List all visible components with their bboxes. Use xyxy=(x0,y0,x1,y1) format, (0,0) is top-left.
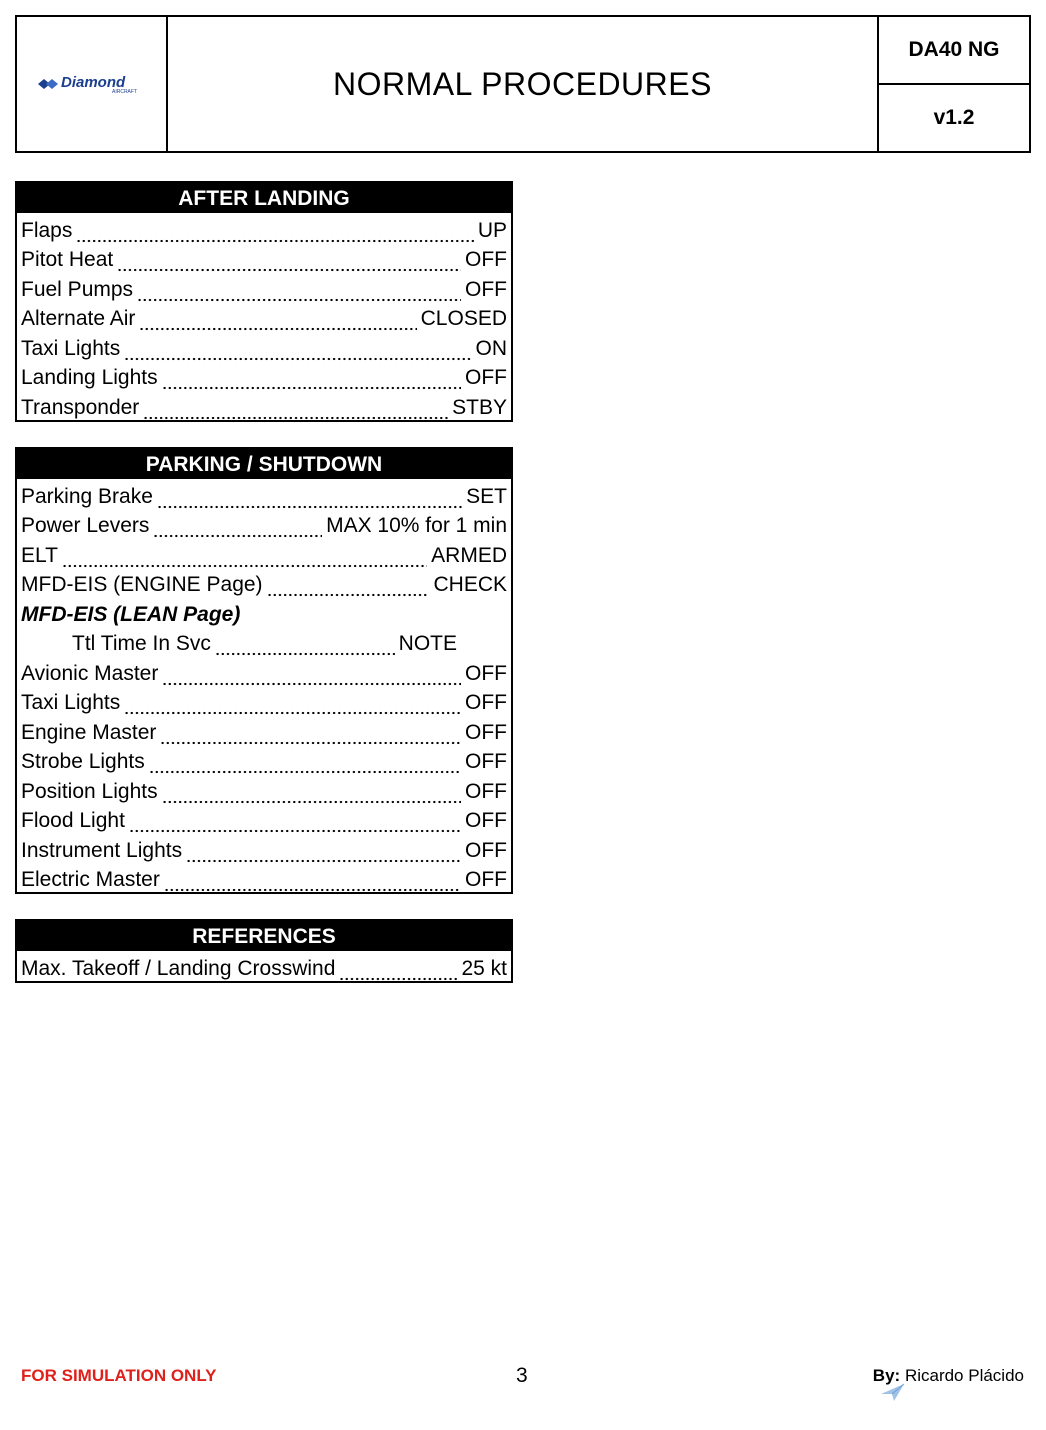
checklist-row: Ttl Time In Svc NOTE xyxy=(72,632,457,655)
section-title: PARKING / SHUTDOWN xyxy=(17,449,511,479)
svg-text:AIRCRAFT: AIRCRAFT xyxy=(111,89,137,95)
checklist-row: Taxi Lights ON xyxy=(21,336,507,360)
checklist-row: Fuel Pumps OFF xyxy=(21,277,507,301)
page-number: 3 xyxy=(516,1364,528,1387)
checklist-row: Transponder STBY xyxy=(21,395,507,419)
checklist-row: Instrument Lights OFF xyxy=(21,838,507,862)
simulation-disclaimer: FOR SIMULATION ONLY xyxy=(21,1366,217,1385)
checklist-row: Pitot Heat OFF xyxy=(21,248,507,271)
checklist-row: Parking Brake SET xyxy=(21,484,507,508)
checklist-row: Avionic Master OFF xyxy=(21,661,507,685)
checklist-row: Flaps UP xyxy=(21,218,507,242)
page-title: NORMAL PROCEDURES xyxy=(333,65,712,102)
checklist-row: MFD-EIS (ENGINE Page) CHECK xyxy=(21,573,507,596)
checklist-row: Position Lights OFF xyxy=(21,779,507,803)
author-credit: By: Ricardo Plácido xyxy=(872,1366,1024,1385)
section-title: AFTER LANDING xyxy=(17,183,511,213)
svg-text:Diamond: Diamond xyxy=(60,74,125,91)
diamond-logo xyxy=(36,72,148,96)
checklist-row: Electric Master OFF xyxy=(21,868,507,891)
checklist-row: Max. Takeoff / Landing Crosswind 25 kt xyxy=(21,956,507,980)
parking-shutdown-section xyxy=(15,447,513,894)
checklist-row: ELT ARMED xyxy=(21,543,507,567)
author-name: Ricardo Plácido xyxy=(904,1366,1024,1385)
checklist-row: Flood Light OFF xyxy=(21,809,507,832)
checklist-row: Strobe Lights OFF xyxy=(21,750,507,773)
checklist-row: Power Levers MAX 10% for 1 min xyxy=(21,514,507,537)
aircraft-model: DA40 NG xyxy=(879,17,1029,85)
meta-cell xyxy=(877,17,1029,151)
paper-plane-icon xyxy=(880,1382,906,1402)
after-landing-section xyxy=(15,181,513,422)
checklist-row: Engine Master OFF xyxy=(21,720,507,744)
checklist-subheading: MFD-EIS (LEAN Page) xyxy=(21,602,241,626)
page-header xyxy=(15,15,1031,153)
version-label: v1.2 xyxy=(933,106,975,129)
checklist-row: Alternate Air CLOSED xyxy=(21,307,507,330)
section-title: REFERENCES xyxy=(17,921,511,951)
checklist-row: Landing Lights OFF xyxy=(21,366,507,389)
logo-cell xyxy=(17,17,168,151)
checklist-row: Taxi Lights OFF xyxy=(21,691,507,714)
references-section xyxy=(15,919,513,983)
